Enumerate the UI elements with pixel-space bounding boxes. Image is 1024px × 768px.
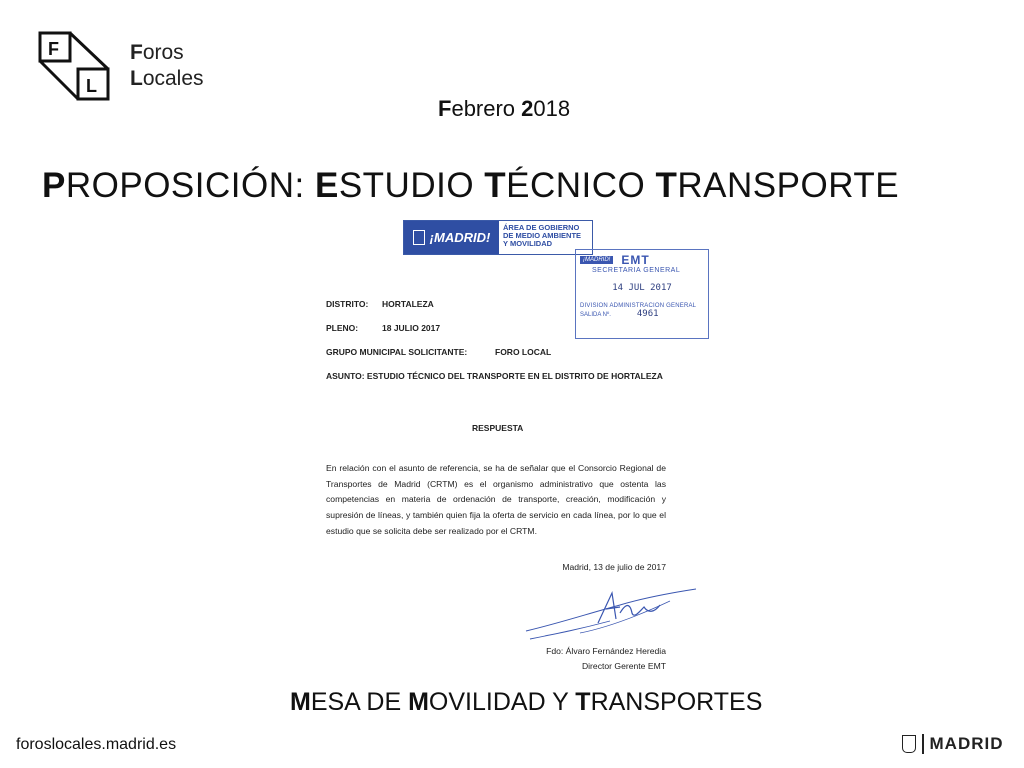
title-initial-1: P bbox=[42, 166, 66, 205]
signer-block bbox=[546, 644, 666, 674]
madrid-footer-logo bbox=[902, 734, 1004, 754]
foros-locales-logo-icon bbox=[38, 31, 110, 101]
field-asunto: ASUNTO: ESTUDIO TÉCNICO DEL TRANSPORTE EN EL DISTRITO DE HORTALEZA bbox=[326, 371, 663, 381]
title-initial-4: T bbox=[655, 166, 678, 205]
brand-line2: ocales bbox=[142, 67, 204, 90]
signer-name: Fdo: Álvaro Fernández Heredia bbox=[546, 646, 666, 656]
area-line-2: DE MEDIO AMBIENTE bbox=[503, 231, 582, 240]
date-year-initial: 2 bbox=[521, 96, 534, 121]
subtitle-part-3: RANSPORTES bbox=[590, 688, 763, 716]
subtitle-initial-1: M bbox=[290, 688, 311, 716]
date-year: 018 bbox=[533, 96, 571, 121]
brand-name bbox=[130, 40, 204, 92]
area-line-1: ÁREA DE GOBIERNO bbox=[503, 223, 580, 232]
date-month: ebrero bbox=[451, 96, 522, 121]
brand-initial-f: F bbox=[130, 41, 143, 64]
logo-letter-f: F bbox=[48, 39, 59, 59]
title-initial-2: E bbox=[314, 166, 339, 205]
title-part-3: ÉCNICO bbox=[506, 166, 656, 205]
scanned-document bbox=[300, 215, 700, 680]
date-initial: F bbox=[438, 96, 452, 121]
emt-registry-stamp bbox=[575, 249, 709, 339]
response-body: En relación con el asunto de referencia, se ha de señalar que el Consorcio Regional de Transportes de Madrid (CRTM) es el organismo administrativo que ostenta las competencias en materia de ordenación de transporte, creación, modificación y supresión de líneas, y también quien fija la oferta de servicio en cada línea, por lo que el estudio que se solicita debe ser realizado por el CRTM. bbox=[326, 463, 666, 536]
slide-date bbox=[438, 96, 570, 122]
title-part-1: ROPOSICIÓN: bbox=[65, 166, 315, 205]
grupo-label: GRUPO MUNICIPAL SOLICITANTE: bbox=[326, 347, 468, 357]
title-initial-3: T bbox=[484, 166, 507, 205]
madrid-crest-icon bbox=[902, 735, 916, 753]
brand-initial-l: L bbox=[130, 67, 143, 90]
madrid-badge-logo bbox=[404, 221, 499, 254]
footer-url: foroslocales.madrid.es bbox=[16, 736, 177, 753]
madrid-badge-label: ¡MADRID! bbox=[429, 230, 491, 245]
handwritten-signature bbox=[520, 583, 700, 643]
signer-role: Director Gerente EMT bbox=[581, 661, 666, 671]
title-part-4: RANSPORTE bbox=[677, 166, 900, 205]
stamp-salida-row bbox=[576, 309, 708, 319]
title-part-2: STUDIO bbox=[338, 166, 485, 205]
stamp-madrid-mini: ¡MADRID! bbox=[580, 256, 613, 264]
brand-line1: oros bbox=[142, 41, 184, 64]
stamp-date: 14 JUL 2017 bbox=[612, 283, 672, 293]
field-distrito bbox=[326, 299, 434, 309]
pleno-label: PLENO: bbox=[326, 323, 359, 333]
distrito-label: DISTRITO: bbox=[326, 299, 369, 309]
stamp-salida: SALIDA Nº. bbox=[580, 312, 611, 318]
madrid-area-badge bbox=[403, 220, 593, 255]
subtitle-part-1: ESA DE bbox=[310, 688, 409, 716]
grupo-value: FORO LOCAL bbox=[495, 347, 552, 357]
field-pleno bbox=[326, 323, 441, 333]
stamp-emt: EMT bbox=[621, 253, 650, 267]
madrid-footer-label: MADRID bbox=[929, 734, 1004, 753]
subtitle-initial-2: M bbox=[408, 688, 429, 716]
logo-letter-l: L bbox=[86, 76, 97, 96]
stamp-division: DIVISION ADMINISTRACION GENERAL bbox=[580, 303, 697, 309]
area-line-3: Y MOVILIDAD bbox=[503, 239, 553, 248]
logo-divider bbox=[922, 734, 924, 754]
subtitle-part-2: OVILIDAD Y bbox=[428, 688, 576, 716]
respuesta-heading: RESPUESTA bbox=[472, 423, 524, 433]
slide-subtitle bbox=[290, 688, 762, 717]
pleno-value: 18 JULIO 2017 bbox=[382, 323, 441, 333]
stamp-number: 4961 bbox=[636, 309, 659, 319]
madrid-shield-icon bbox=[413, 230, 425, 245]
slide-title bbox=[42, 166, 899, 206]
place-date: Madrid, 13 de julio de 2017 bbox=[562, 562, 666, 572]
subtitle-initial-3: T bbox=[575, 688, 591, 716]
distrito-value: HORTALEZA bbox=[382, 299, 434, 309]
field-grupo bbox=[326, 347, 552, 357]
stamp-secretaria: SECRETARIA GENERAL bbox=[592, 267, 681, 274]
